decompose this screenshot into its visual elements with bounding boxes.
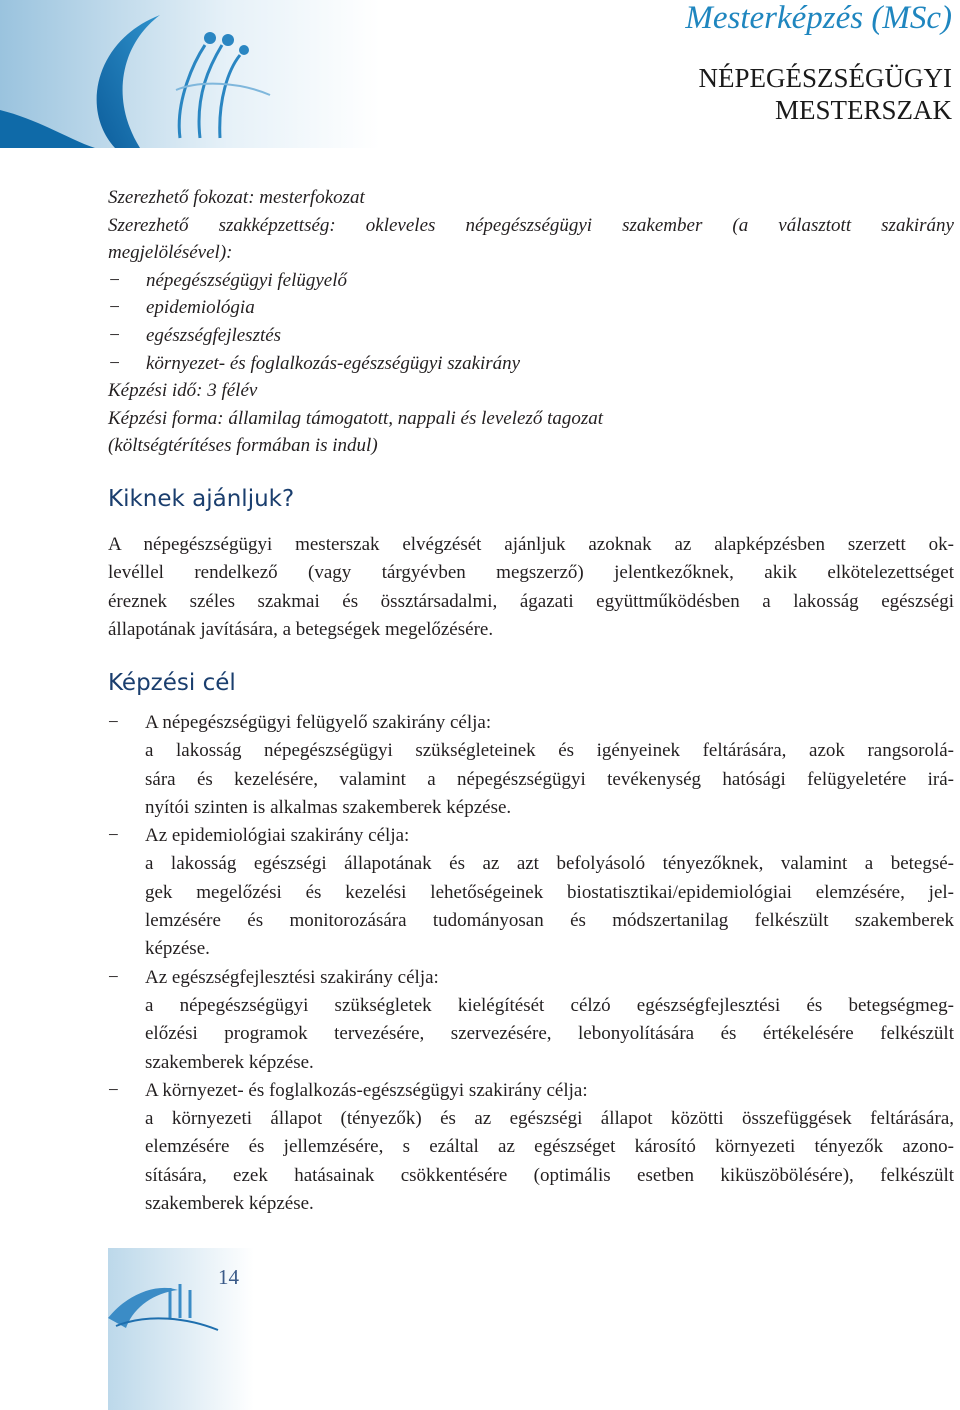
goal-item xyxy=(108,1077,954,1218)
goal-line: a környezeti állapot (tényezők) és az egészségi állapot közötti összefüggések feltárására, xyxy=(145,1108,954,1130)
goal-line: előzési programok tervezésére, szervezésére, lebonyolítására és értékelésére felkészült xyxy=(145,1023,954,1045)
goal-line: képzése. xyxy=(145,938,210,960)
goals-heading: Képzési cél xyxy=(108,670,236,696)
university-logo xyxy=(0,0,380,148)
goal-line: elemzésére és jellemzésére, s ezáltal az egészséget károsító környezeti tényezők azono- xyxy=(145,1136,954,1158)
goal-line: nyítói szinten is alkalmas szakemberek képzése. xyxy=(145,796,512,818)
goal-line: szakemberek képzése. xyxy=(145,1193,314,1215)
paragraph-line: éreznek széles szakmai és össztársadalmi, ágazati együttműködésben a lakosság egészségi xyxy=(108,590,954,612)
dash-bullet: − xyxy=(108,712,119,733)
qualification-text-line1: Szerezhető szakképzettség: okleveles népegészségügyi szakember (a választott szakirány xyxy=(108,214,954,236)
goal-line: sítására, ezek hatásainak csökkentésére (optimális esetben kiküszöbölésére), felkészült xyxy=(145,1164,954,1186)
specialization-label: egészségfejlesztés xyxy=(146,324,282,346)
goals-list xyxy=(108,709,954,1218)
page-number: 14 xyxy=(218,1265,239,1289)
goal-line: lemzésére és monitorozására tudományosan és módszertanilag felkészült szakemberek xyxy=(145,910,954,932)
format-text-line1: Képzési forma: államilag támogatott, nappali és levelező tagozat xyxy=(108,407,604,429)
specialization-label: környezet- és foglalkozás-egészségügyi szakirány xyxy=(146,352,521,374)
goal-line: a lakosság népegészségügyi szükségleteinek és igényeinek feltárására, azok rangsorolá- xyxy=(145,740,954,762)
program-title xyxy=(699,62,953,126)
goal-title: A népegészségügyi felügyelő szakirány célja: xyxy=(145,712,492,733)
paragraph-line: A népegészségügyi mesterszak elvégzését ajánljuk azoknak az alapképzésben szerzett ok- xyxy=(108,534,954,555)
recommend-heading: Kiknek ajánljuk? xyxy=(108,486,295,512)
format-text-line2: (költségtérítéses formában is indul) xyxy=(108,435,378,457)
qualification-text-line2: megjelölésével): xyxy=(108,242,233,264)
goal-title: Az epidemiológiai szakirány célja: xyxy=(145,825,410,847)
goal-title: Az egészségfejlesztési szakirány célja: xyxy=(145,966,439,988)
dash-bullet: − xyxy=(108,324,121,346)
series-title: Mesterképzés (MSc) xyxy=(685,0,952,36)
degree-text: Szerezhető fokozat: mesterfokozat xyxy=(108,187,365,208)
specialization-label: népegészségügyi felügyelő xyxy=(146,269,348,291)
goal-line: szakemberek képzése. xyxy=(145,1051,314,1073)
specialization-label: epidemiológia xyxy=(146,297,255,319)
goal-item xyxy=(108,964,954,1077)
dash-bullet: − xyxy=(108,966,119,988)
dash-bullet: − xyxy=(108,352,121,374)
specialization-item xyxy=(108,267,954,295)
program-title-line1: NÉPEGÉSZSÉGÜGYI xyxy=(698,63,952,93)
goal-line: sára és kezelésére, valamint a népegészségügyi tevékenység hatósági felügyeletére irá- xyxy=(145,768,954,790)
duration-text: Képzési idő: 3 félév xyxy=(108,380,258,402)
program-title-line2: MESTERSZAK xyxy=(774,95,952,125)
program-info xyxy=(108,184,954,460)
recommend-paragraph xyxy=(108,531,954,644)
dash-bullet: − xyxy=(108,269,121,291)
goal-line: a népegészségügyi szükségletek kielégítését célzó egészségfejlesztési és betegségmeg- xyxy=(145,994,954,1016)
specialization-item xyxy=(108,322,954,350)
dash-bullet: − xyxy=(108,825,119,847)
goal-item xyxy=(108,822,954,963)
goal-item xyxy=(108,709,954,822)
dash-bullet: − xyxy=(108,297,121,319)
paragraph-line: állapotának javítására, a betegségek megelőzésére. xyxy=(108,618,494,640)
goal-line: a lakosság egészségi állapotának és az azt befolyásoló tényezőknek, valamint a betegsé- xyxy=(145,853,954,875)
specialization-item xyxy=(108,350,954,378)
dash-bullet: − xyxy=(108,1079,119,1101)
specialization-item xyxy=(108,294,954,322)
goal-title: A környezet- és foglalkozás-egészségügyi szakirány célja: xyxy=(145,1079,588,1101)
paragraph-line: levéllel rendelkező (vagy tárgyévben megszerző) jelentkezőknek, akik elkötelezettséget xyxy=(108,562,954,584)
goal-line: gek megelőzési és kezelési lehetőségeinek biostatisztikai/epidemiológiai elemzésére, jel- xyxy=(145,881,954,903)
